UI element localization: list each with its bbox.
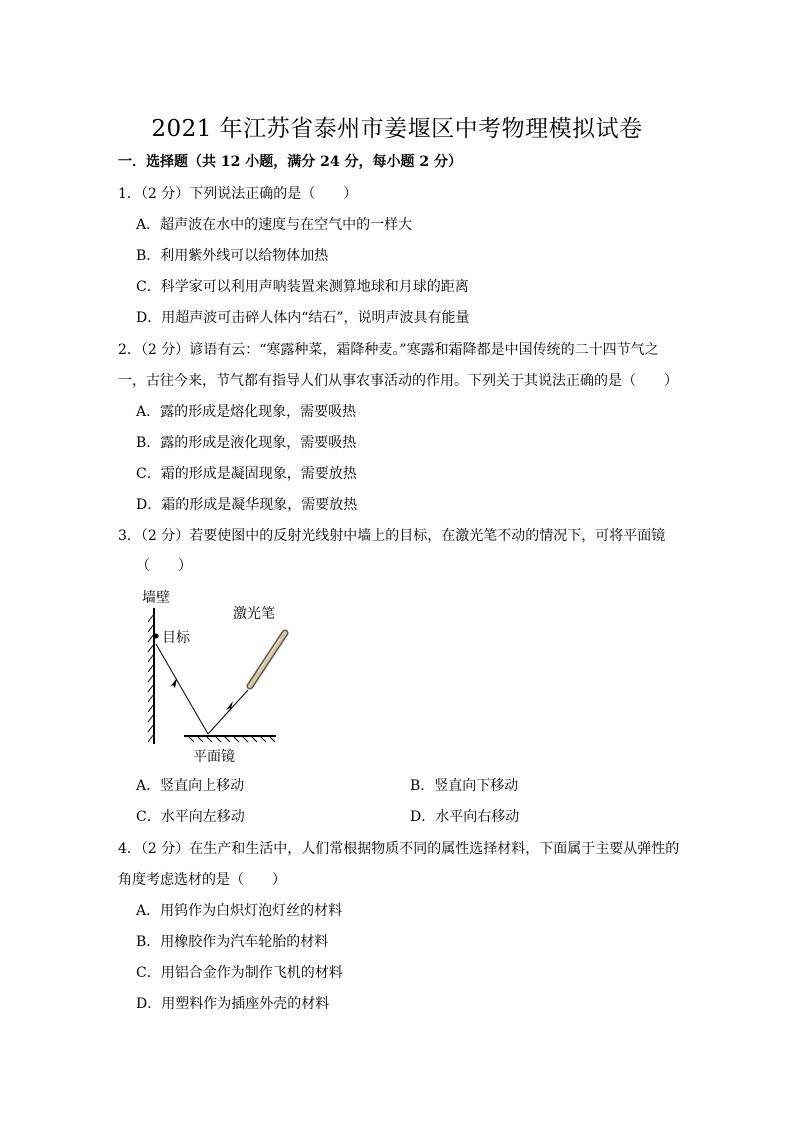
- target-label: 目标: [162, 630, 190, 646]
- question-3-stem-continued: （ ）: [136, 558, 192, 574]
- question-3-option-b: B．竖直向下移动: [410, 778, 519, 794]
- target-dot: [154, 634, 159, 639]
- incident-ray: [208, 690, 248, 734]
- question-2-option-b: B．露的形成是液化现象，需要吸热: [136, 435, 357, 451]
- laser-pen-label: 激光笔: [233, 606, 275, 622]
- reflected-ray-arrow: [170, 678, 177, 688]
- question-1-option-b: B．利用紫外线可以给物体加热: [136, 248, 329, 264]
- question-2-stem: 2．（2 分）谚语有云：“寒露种菜，霜降种麦。”寒露和霜降都是中国传统的二十四节气之: [118, 342, 659, 358]
- laser-pen-icon: [250, 633, 285, 686]
- question-2-option-c: C．霜的形成是凝固现象，需要放热: [136, 466, 357, 482]
- reflection-diagram: [130, 586, 300, 766]
- question-2-option-d: D．霜的形成是凝华现象，需要放热: [136, 497, 358, 513]
- wall-label: 墙壁: [142, 590, 170, 606]
- question-3-option-c: C．水平向左移动: [136, 809, 245, 825]
- reflected-ray: [156, 644, 208, 734]
- question-4-stem: 4．（2 分）在生产和生活中，人们常根据物质不同的属性选择材料，下面属于主要从弹性的: [118, 841, 680, 857]
- question-4-option-b: B．用橡胶作为汽车轮胎的材料: [136, 934, 329, 950]
- section-heading: 一．选择题（共 12 小题，满分 24 分，每小题 2 分）: [118, 154, 462, 170]
- page-title: 2021 年江苏省泰州市姜堰区中考物理模拟试卷: [151, 116, 643, 142]
- question-3-option-d: D．水平向右移动: [410, 809, 520, 825]
- question-3-stem: 3．（2 分）若要使图中的反射光线射中墙上的目标，在激光笔不动的情况下，可将平面镜: [118, 528, 666, 544]
- question-4-option-a: A．用钨作为白炽灯泡灯丝的材料: [136, 903, 343, 919]
- question-1-stem: 1．（2 分）下列说法正确的是（ ）: [118, 186, 358, 202]
- question-4-option-d: D．用塑料作为插座外壳的材料: [136, 996, 330, 1012]
- question-4-option-c: C．用铝合金作为制作飞机的材料: [136, 965, 343, 981]
- question-1-option-c: C．科学家可以利用声呐装置来测算地球和月球的距离: [136, 279, 469, 295]
- question-2-option-a: A．露的形成是熔化现象，需要吸热: [136, 404, 357, 420]
- question-1-option-a: A．超声波在水中的速度与在空气中的一样大: [136, 217, 413, 233]
- question-1-option-d: D．用超声波可击碎人体内“结石”，说明声波具有能量: [136, 310, 470, 326]
- question-2-stem-continued: 一，古往今来，节气都有指导人们从事农事活动的作用。下列关于其说法正确的是（ ）: [118, 373, 678, 389]
- mirror-label: 平面镜: [193, 749, 235, 765]
- question-3-option-a: A．竖直向上移动: [136, 778, 245, 794]
- question-4-stem-continued: 角度考虑选材的是（ ）: [118, 872, 286, 888]
